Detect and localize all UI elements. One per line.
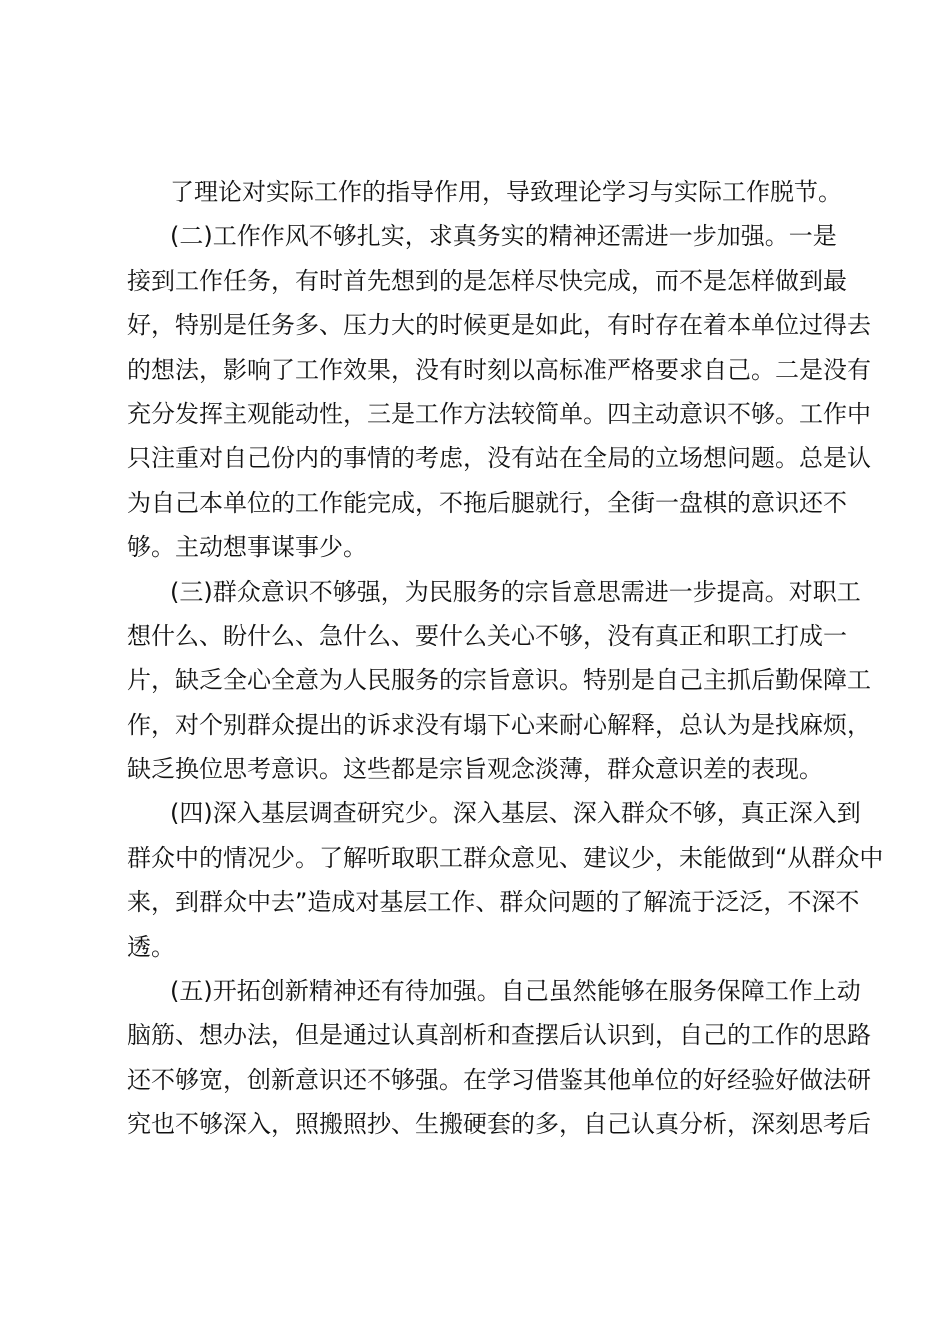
text-line: 脑筋、想办法，但是通过认真剖析和查摆后认识到，自己的工作的思路 <box>127 1021 871 1050</box>
paragraph-heading-line: (五)开拓创新精神还有待加强。自己虽然能够在服务保障工作上动 <box>170 977 861 1006</box>
paragraph-heading-line: (二)工作作风不够扎实，求真务实的精神还需进一步加强。一是 <box>170 222 837 251</box>
text-line: 缺乏换位思考意识。这些都是宗旨观念淡薄，群众意识差的表现。 <box>127 755 823 784</box>
document-body <box>127 170 884 1147</box>
paragraph-heading-line: (三)群众意识不够强，为民服务的宗旨意思需进一步提高。对职工 <box>170 577 861 606</box>
text-line: 充分发挥主观能动性，三是工作方法较简单。四主动意识不够。工作中 <box>127 399 871 428</box>
text-line: 好，特别是任务多、压力大的时候更是如此，有时存在着本单位过得去 <box>127 311 871 340</box>
text-line: 透。 <box>127 932 175 961</box>
text-line: 接到工作任务，有时首先想到的是怎样尽快完成，而不是怎样做到最 <box>127 266 847 295</box>
text-line: 为自己本单位的工作能完成，不拖后腿就行，全街一盘棋的意识还不 <box>127 488 847 517</box>
text-line: 还不够宽，创新意识还不够强。在学习借鉴其他单位的好经验好做法研 <box>127 1065 871 1094</box>
text-line: 只注重对自己份内的事情的考虑，没有站在全局的立场想问题。总是认 <box>127 444 871 473</box>
text-line: 来，到群众中去”造成对基层工作、群众问题的了解流于泛泛，不深不 <box>127 888 860 917</box>
text-line: 的想法，影响了工作效果，没有时刻以高标准严格要求自己。二是没有 <box>127 355 871 384</box>
text-line: 片，缺乏全心全意为人民服务的宗旨意识。特别是自己主抓后勤保障工 <box>127 666 871 695</box>
text-line: 够。主动想事谋事少。 <box>127 533 367 562</box>
paragraph-heading-line: (四)深入基层调查研究少。深入基层、深入群众不够，真正深入到 <box>170 799 861 828</box>
text-line: 群众中的情况少。了解听取职工群众意见、建议少，未能做到“从群众中 <box>127 843 884 872</box>
text-line: 了理论对实际工作的指导作用，导致理论学习与实际工作脱节。 <box>170 178 842 206</box>
text-line: 究也不够深入，照搬照抄、生搬硬套的多，自己认真分析，深刻思考后 <box>127 1110 871 1139</box>
text-line: 作，对个别群众提出的诉求没有塌下心来耐心解释，总认为是找麻烦， <box>127 710 871 739</box>
text-line: 想什么、盼什么、急什么、要什么关心不够，没有真正和职工打成一 <box>127 621 847 650</box>
